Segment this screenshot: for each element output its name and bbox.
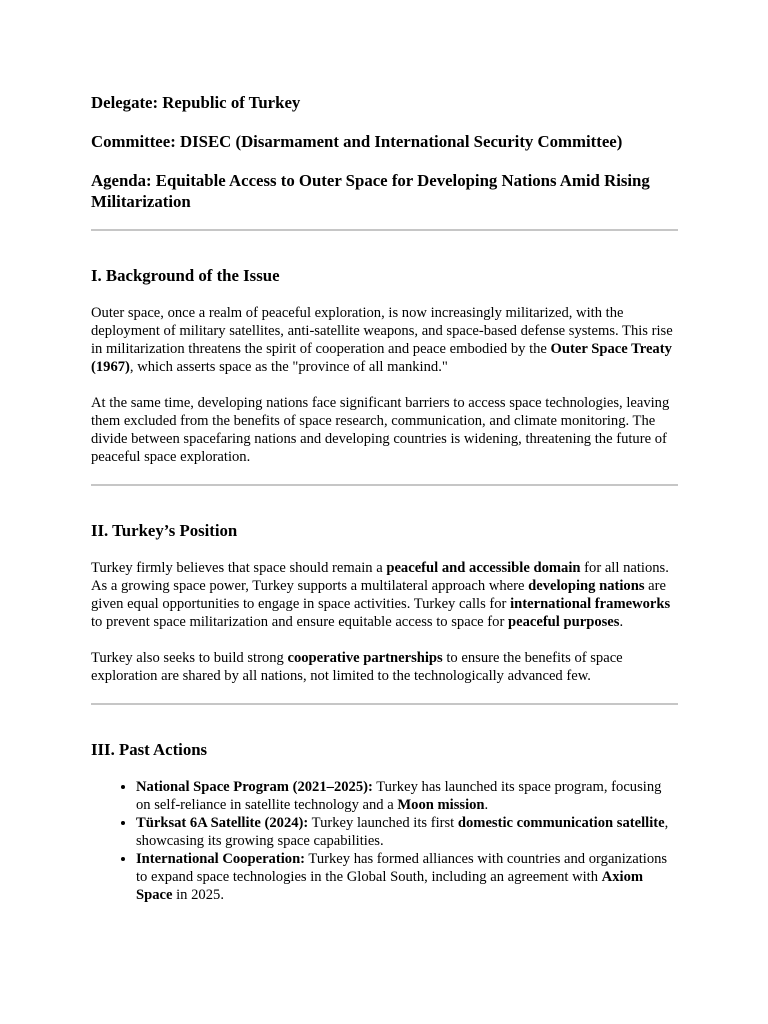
background-paragraph-1: Outer space, once a realm of peaceful exploration, is now increasingly militarized, with the deployment of military satellites, anti-satellite weapons, and space-based defense systems. This rise in militarization threatens the spirit of cooperation and peace embodied by the Outer Space Treaty (1967), which asserts space as the "province of all mankind." bbox=[91, 305, 673, 375]
section-divider bbox=[91, 703, 678, 705]
section-divider bbox=[91, 484, 678, 486]
past-actions-list bbox=[91, 778, 678, 904]
position-paragraph-2: Turkey also seeks to build strong cooperative partnerships to ensure the benefits of space exploration are shared by all nations, not limited to the technologically advanced few. bbox=[91, 650, 623, 684]
position-heading: II. Turkey’s Position bbox=[91, 521, 238, 540]
treaty-name: Outer Space Treaty (1967) bbox=[91, 341, 672, 375]
position-paragraph-1: Turkey firmly believes that space should remain a peaceful and accessible domain for all nations. As a growing space power, Turkey supports a multilateral approach where developing nations are given equal opportunities to engage in space activities. Turkey calls for international frameworks to prevent space militarization and ensure equitable access to space for peaceful purposes. bbox=[91, 560, 671, 630]
past-actions-heading: III. Past Actions bbox=[91, 740, 208, 759]
list-item: • Türksat 6A Satellite (2024): Turkey launched its first domestic communication satellite, showcasing its growing space capabilities. bbox=[136, 814, 678, 850]
list-item: • National Space Program (2021–2025): Turkey has launched its space program, focusing on self-reliance in satellite technology and a Moon mission. bbox=[136, 778, 678, 814]
list-item: • International Cooperation: Turkey has formed alliances with countries and organizations to expand space technologies in the Global South, including an agreement with Axiom Space in 2025. bbox=[136, 850, 678, 904]
background-heading: I. Background of the Issue bbox=[91, 266, 280, 285]
committee-line: Committee: DISEC (Disarmament and International Security Committee) bbox=[91, 132, 623, 151]
section-divider bbox=[91, 229, 678, 231]
agenda-line: Agenda: Equitable Access to Outer Space for Developing Nations Amid Rising Militarization bbox=[91, 171, 650, 211]
delegate-line: Delegate: Republic of Turkey bbox=[91, 93, 301, 112]
background-paragraph-2: At the same time, developing nations face significant barriers to access space technologies, leaving them excluded from the benefits of space research, communication, and climate monitoring. The divide between spacefaring nations and developing countries is widening, threatening the future of peaceful space exploration. bbox=[91, 395, 670, 465]
